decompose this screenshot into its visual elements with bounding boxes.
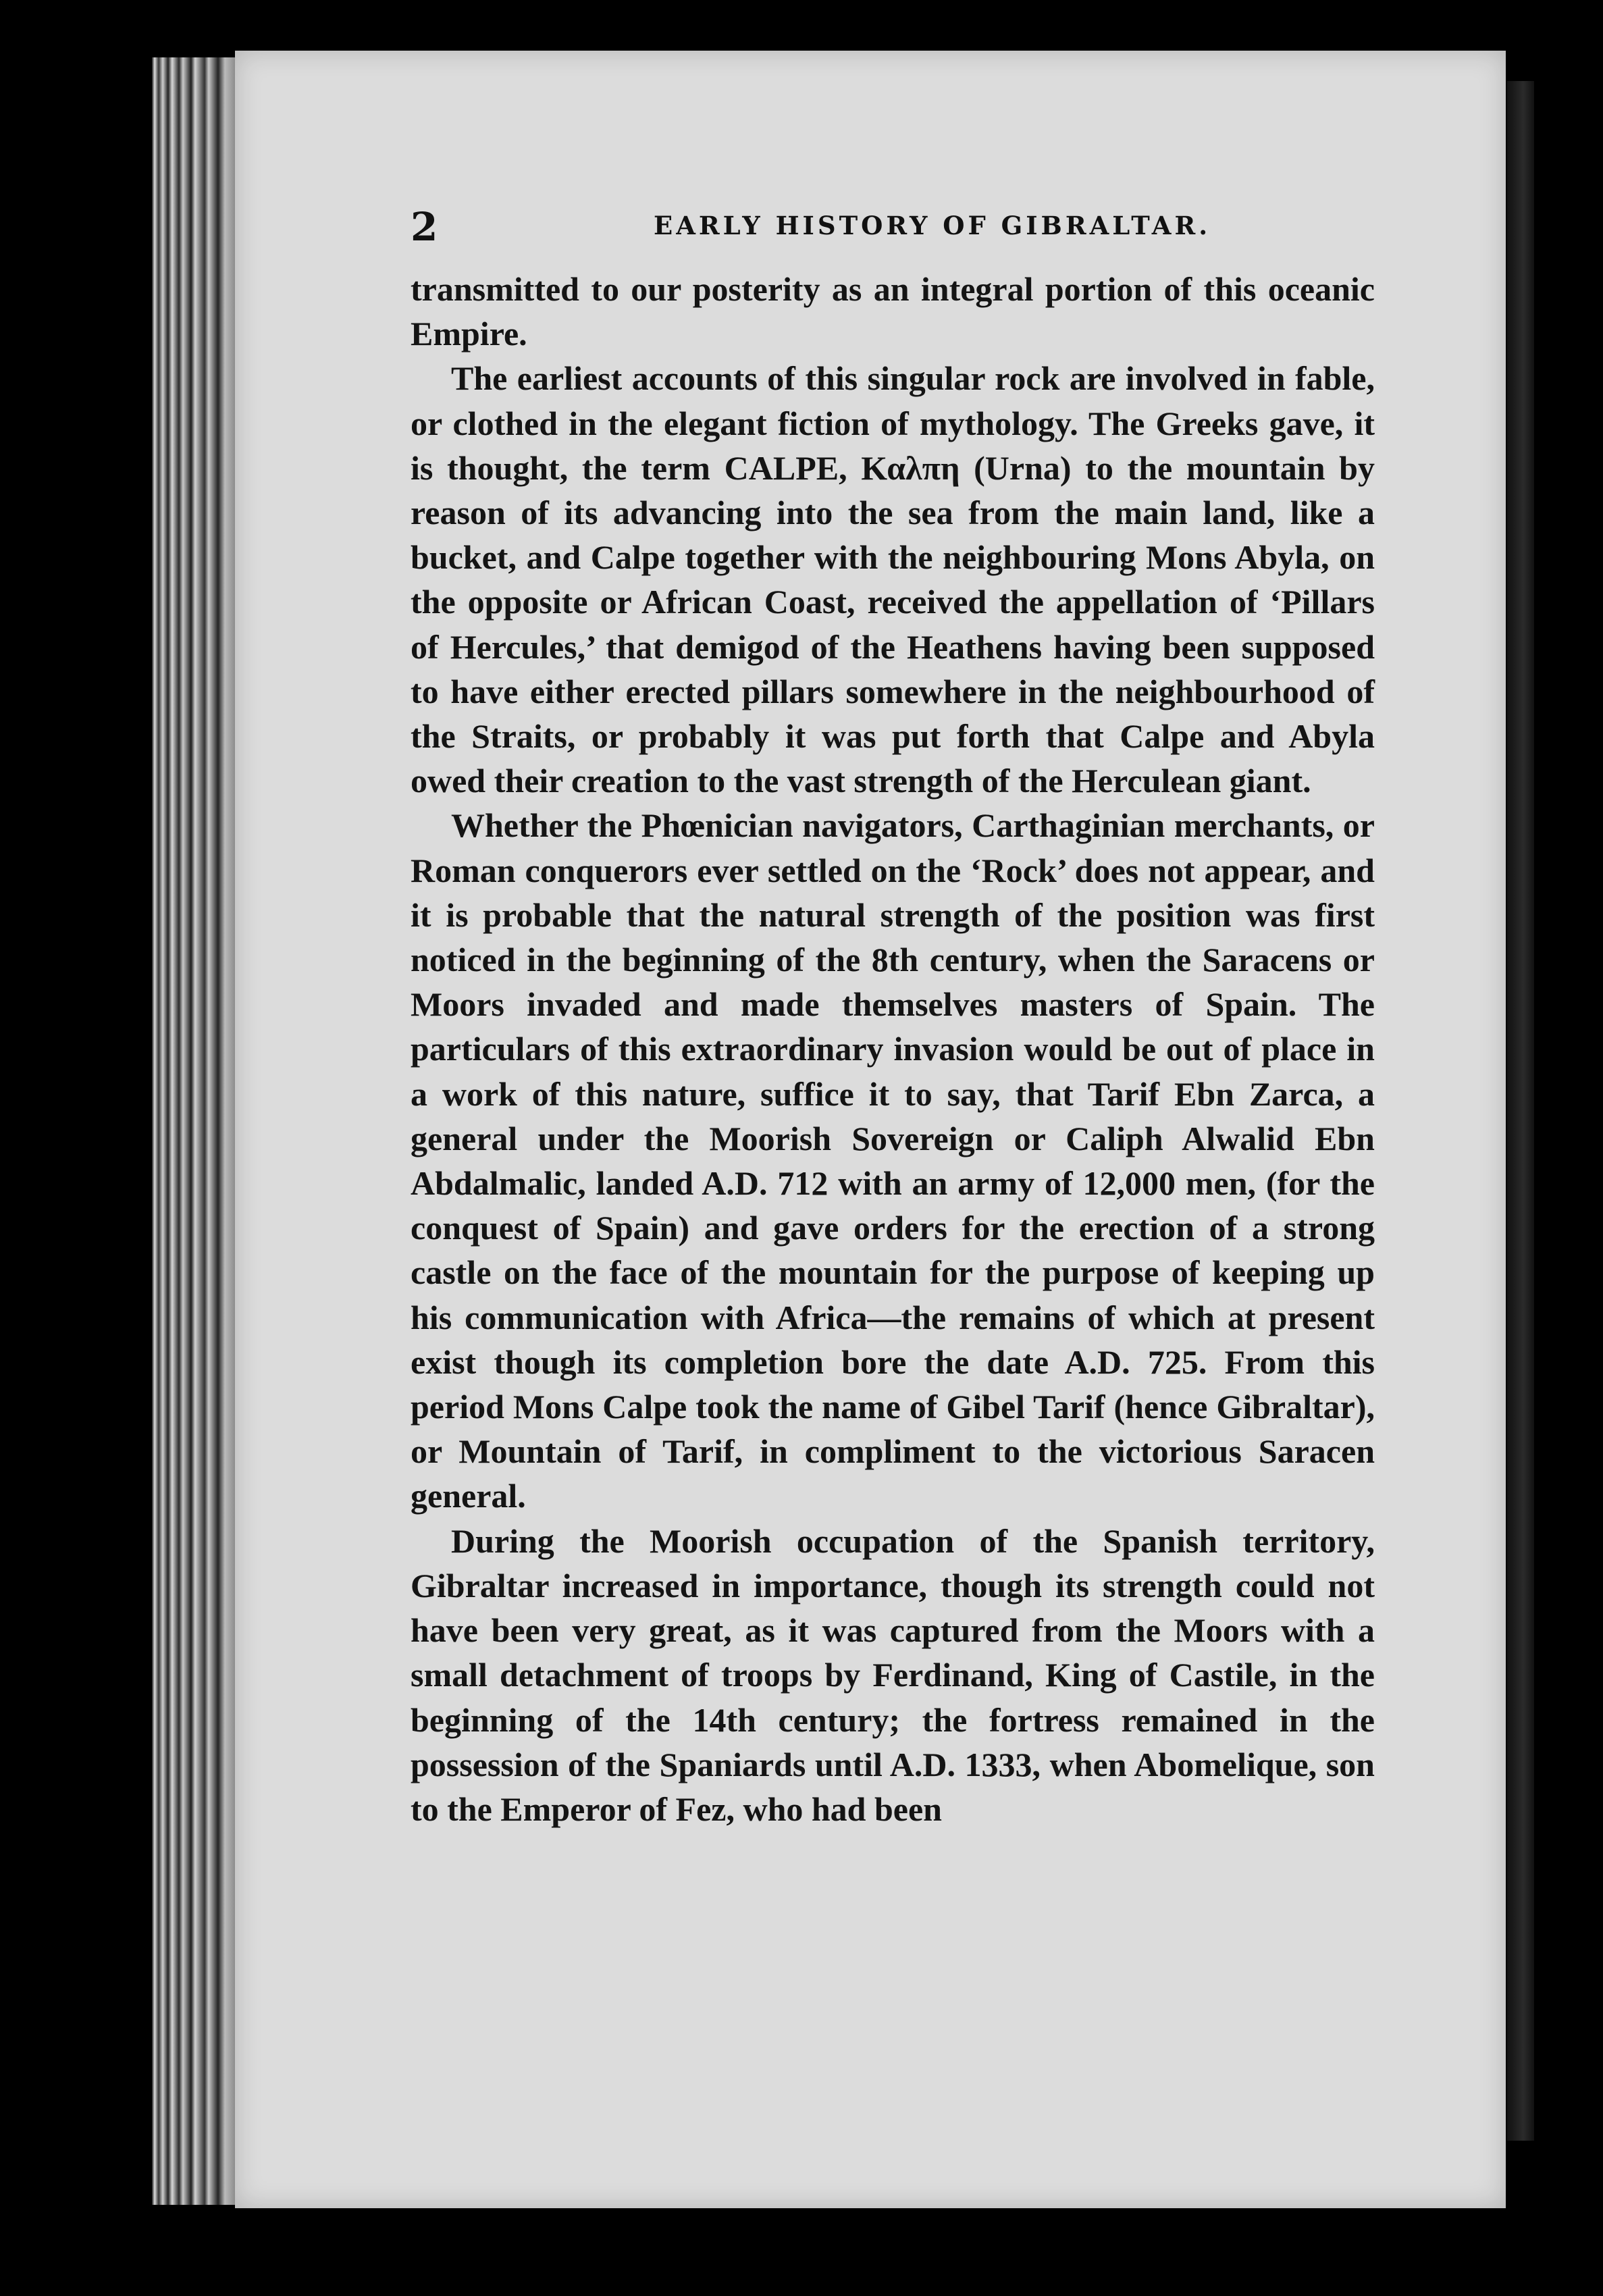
page-shadow-edge <box>1507 81 1534 2141</box>
paragraph-continuation: transmitted to our posterity as an integral portion of this oceanic Empire. <box>411 270 1375 353</box>
paragraph-phoenician: Whether the Phœnician navigators, Carthaginian merchants, or Roman conquerors ever settled on the ‘Rock’ does not appear, and it is probable that the natural strength of the position was first noticed in the beginning of the 8th century, when the Saracens or Moors invaded and made themselves masters of Spain. The particulars of this extraordinary invasion would be out of place in a work of this nature, suffice it to say, that Tarif Ebn Zarca, a general under the Moorish Sovereign or Caliph Alwalid Ebn Abdalmalic, landed A.D. 712 with an army of 12,000 men, (for the conquest of Spain) and gave orders for the erection of a strong castle on the face of the mountain for the purpose of keeping up his communication with Africa—the remains of which at present exist though its completion bore the date A.D. 725. From this period Mons Calpe took the name of Gibel Tarif (hence Gibraltar), or Mountain of Tarif, in compliment to the victorious Saracen general. <box>411 806 1375 1515</box>
page-number: 2 <box>411 204 438 250</box>
body-text <box>411 267 1375 1831</box>
running-title: EARLY HISTORY OF GIBRALTAR. <box>654 211 1211 240</box>
paragraph-earliest-accounts: The earliest accounts of this singular rock are involved in fable, or clothed in the elegant fiction of mythology. The Greeks gave, it is thought, the term CALPE, Καλπη (Urna) to the mountain by reason of its advancing into the sea from the main land, like a bucket, and Calpe together with the neighbouring Mons Abyla, on the opposite or African Coast, received the appellation of ‘Pillars of Hercules,’ that demigod of the Heathens having been supposed to have either erected pillars somewhere in the neighbourhood of the Straits, or probably it was put forth that Calpe and Abyla owed their creation to the vast strength of the Herculean giant. <box>411 359 1375 800</box>
paragraph-moorish-occupation: During the Moorish occupation of the Spanish territory, Gibraltar increased in importance, though its strength could not have been very great, as it was captured from the Moors with a small detachment of troops by Ferdinand, King of Castile, in the beginning of the 14th century; the fortress remained in the possession of the Spaniards until A.D. 1333, when Abomelique, son to the Emperor of Fez, who had been <box>411 1521 1375 1828</box>
book-spine-edge <box>152 57 240 2205</box>
running-head <box>411 203 1383 257</box>
